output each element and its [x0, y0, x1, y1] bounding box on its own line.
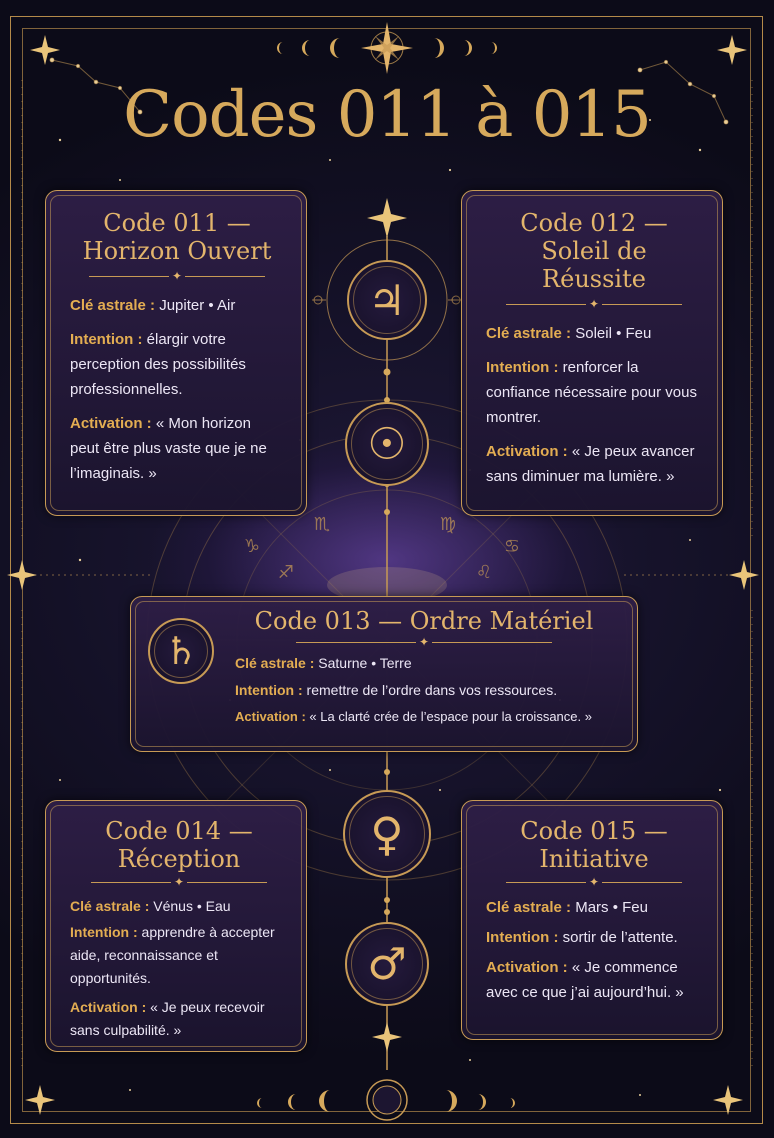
cle-astrale-row: Clé astrale : Mars • Feu — [486, 899, 648, 916]
card-code-011 — [45, 190, 307, 516]
cle-astrale-row: Clé astrale : Vénus • Eau — [70, 898, 231, 914]
card-title: Code 013 — Ordre Matériel — [254, 607, 594, 635]
saturn-icon: ♄ — [148, 618, 214, 684]
page-title: Codes 011 à 015 — [123, 78, 651, 152]
cle-astrale-row: Clé astrale : Saturne • Terre — [235, 655, 412, 671]
card-title: Code 011 — Horizon Ouvert — [82, 209, 272, 265]
card-separator: ✦ — [486, 297, 702, 311]
intention-row: Intention : renforcer la confiance nécessaire pour vous montrer. — [486, 359, 697, 426]
card-title: Code 012 — Soleil de Réussite — [520, 209, 668, 293]
activation-row: Activation : « Je peux avancer sans diminuer ma lumière. » — [486, 443, 695, 485]
card-code-014 — [45, 800, 307, 1052]
card-title: Code 015 — Initiative — [520, 817, 668, 873]
card-code-013 — [130, 596, 638, 752]
intention-row: Intention : apprendre à accepter aide, reconnaissance et opportunités. — [70, 924, 275, 986]
intention-row: Intention : remettre de l’ordre dans vos ressources. — [235, 682, 558, 698]
intention-row: Intention : élargir votre perception des possibilités professionnelles. — [70, 331, 246, 398]
sun-icon: ☉ — [345, 402, 429, 486]
card-separator: ✦ — [70, 875, 288, 889]
activation-row: Activation : « La clarté crée de l’espace pour la croissance. » — [235, 709, 592, 724]
card-separator: ✦ — [70, 269, 284, 283]
card-title: Code 014 — Réception — [105, 817, 253, 873]
activation-row: Activation : « Je peux recevoir sans culpabilité. » — [70, 999, 265, 1038]
mars-icon: ♂ — [345, 922, 429, 1006]
svg-text:♋: ♋ — [503, 536, 521, 557]
card-separator: ✦ — [225, 635, 623, 649]
cle-astrale-row: Clé astrale : Jupiter • Air — [70, 297, 236, 314]
card-code-012 — [461, 190, 723, 516]
svg-text:♑: ♑ — [243, 536, 261, 557]
card-separator: ✦ — [486, 875, 702, 889]
moon-phases-bottom — [257, 1080, 515, 1120]
svg-text:♐: ♐ — [277, 562, 295, 583]
card-code-015 — [461, 800, 723, 1040]
cle-astrale-row: Clé astrale : Soleil • Feu — [486, 325, 652, 342]
compass-star — [361, 22, 413, 74]
svg-text:♏: ♏ — [313, 514, 331, 535]
intention-row: Intention : sortir de l’attente. — [486, 929, 678, 946]
jupiter-icon: ♃ — [347, 260, 427, 340]
svg-text:♌: ♌ — [475, 562, 493, 583]
activation-row: Activation : « Mon horizon peut être plus vaste que je ne l’imaginais. » — [70, 415, 267, 482]
activation-row: Activation : « Je commence avec ce que j’ai aujourd’hui. » — [486, 959, 684, 1001]
venus-icon: ♀ — [343, 790, 431, 878]
svg-text:♍: ♍ — [439, 514, 457, 535]
